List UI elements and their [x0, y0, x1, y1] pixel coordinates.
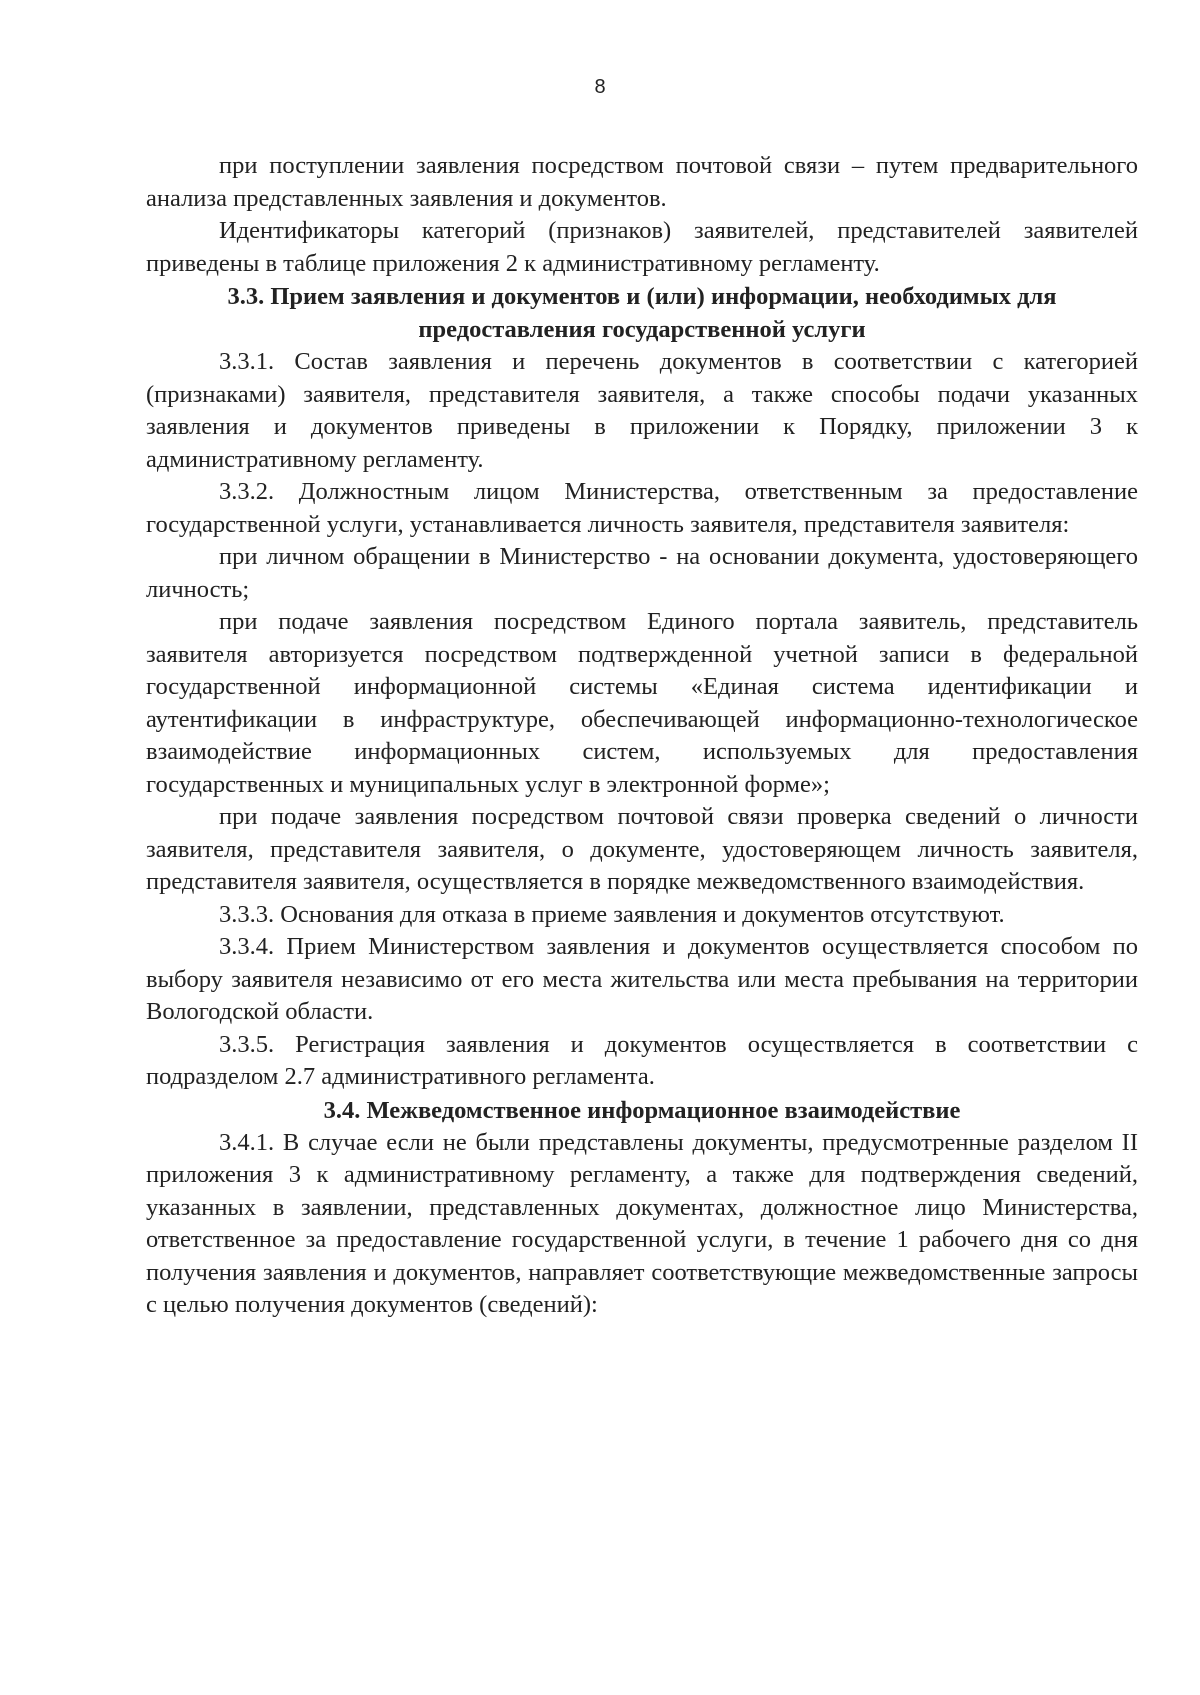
paragraph: Идентификаторы категорий (признаков) заявителей, представителей заявителей приведены в таблице приложения 2 к административному регламенту. [146, 217, 1138, 277]
paragraph-3-4-1: 3.4.1. В случае если не были представлены документы, предусмотренные разделом II приложения 3 к административному регламенту, а также для подтверждения сведений, указанных в заявлении, представленных документах, должностное лицо Министерства, ответственное за предоставление государственной услуги, в течение 1 рабочего дня со дня получения заявления и документов, направляет соответствующие межведомственные запросы с целью получения документов (сведений): [146, 1128, 1138, 1318]
paragraph-3-3-2: 3.3.2. Должностным лицом Министерства, ответственным за предоставление государственной услуги, устанавливается личность заявителя, представителя заявителя: [146, 478, 1138, 538]
paragraph-3-3-4: 3.3.4. Прием Министерством заявления и документов осуществляется способом по выбору заявителя независимо от его места жительства или места пребывания на территории Вологодской области. [146, 933, 1138, 1025]
paragraph-3-3-3: 3.3.3. Основания для отказа в приеме заявления и документов отсутствуют. [219, 900, 1005, 928]
paragraph: при подаче заявления посредством почтовой связи проверка сведений о личности заявителя, представителя заявителя, о документе, удостоверяющем личность заявителя, представителя заявителя, осуществляется в порядке межведомственного взаимодействия. [146, 803, 1138, 895]
section-heading-3-3: 3.3. Прием заявления и документов и (или) информации, необходимых для предоставления государственной услуги [227, 283, 1057, 343]
section-heading-3-4: 3.4. Межведомственное информационное взаимодействие [323, 1096, 961, 1124]
document-body [146, 150, 1138, 1322]
paragraph-3-3-1: 3.3.1. Состав заявления и перечень документов в соответствии с категорией (признаками) заявителя, представителя заявителя, а также способы подачи указанных заявления и документов приведены в приложении к Порядку, приложении 3 к административному регламенту. [146, 348, 1138, 473]
paragraph: при поступлении заявления посредством почтовой связи – путем предварительного анализа представленных заявления и документов. [146, 152, 1138, 212]
paragraph-3-3-5: 3.3.5. Регистрация заявления и документов осуществляется в соответствии с подразделом 2.7 административного регламента. [146, 1030, 1138, 1090]
page-number: 8 [594, 76, 606, 98]
paragraph: при подаче заявления посредством Единого портала заявитель, представитель заявителя авторизуется посредством подтвержденной учетной записи в федеральной государственной информационной системы «Единая система идентификации и аутентификации в инфраструктуре, обеспечивающей информационно-технологическое взаимодействие информационных систем, используемых для предоставления государственных и муниципальных услуг в электронной форме»; [146, 608, 1138, 798]
paragraph: при личном обращении в Министерство - на основании документа, удостоверяющего личность; [146, 543, 1138, 603]
